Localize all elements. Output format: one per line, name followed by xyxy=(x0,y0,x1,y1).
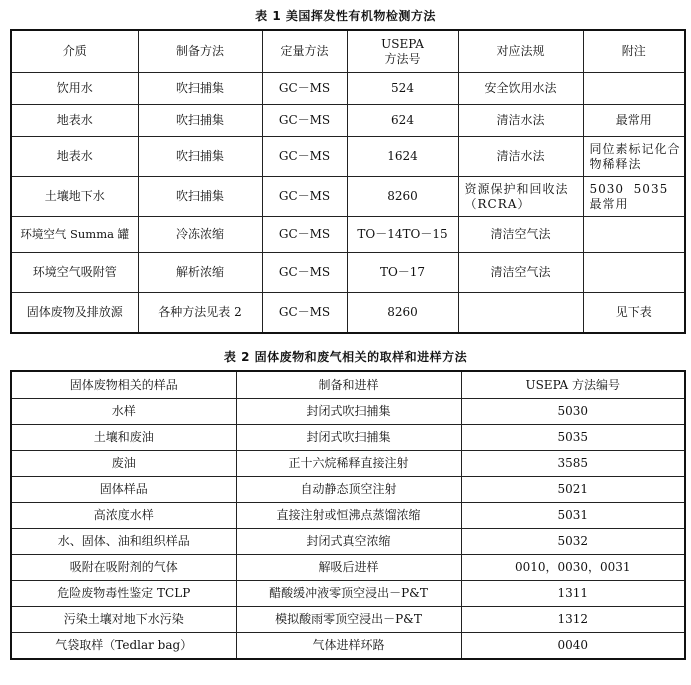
table-row xyxy=(11,529,685,555)
cell-medium: 环境空气吸附管 xyxy=(11,253,138,293)
header-prep-method: 制备方法 xyxy=(138,30,262,73)
table-row xyxy=(11,633,685,660)
cell-prep: 吹扫捕集 xyxy=(138,105,262,137)
header-sample: 固体废物相关的样品 xyxy=(11,371,236,399)
header-regulation: 对应法规 xyxy=(458,30,583,73)
table-row xyxy=(11,105,685,137)
cell-quant: GC－MS xyxy=(262,177,347,217)
cell-prep: 自动静态顶空注射 xyxy=(236,477,461,503)
table2-header-row xyxy=(11,371,685,399)
cell-notes xyxy=(583,253,685,293)
cell-medium: 地表水 xyxy=(11,137,138,177)
cell-sample: 污染土壤对地下水污染 xyxy=(11,607,236,633)
cell-usepa: 1624 xyxy=(347,137,458,177)
header-prep-injection: 制备和进样 xyxy=(236,371,461,399)
cell-regulation xyxy=(458,293,583,334)
header-usepa-number: USEPA 方法编号 xyxy=(461,371,685,399)
cell-quant: GC－MS xyxy=(262,217,347,253)
cell-usepa: 524 xyxy=(347,73,458,105)
cell-prep: 封闭式吹扫捕集 xyxy=(236,425,461,451)
header-quant-method: 定量方法 xyxy=(262,30,347,73)
cell-prep: 封闭式真空浓缩 xyxy=(236,529,461,555)
cell-usepa: 0010，0030，0031 xyxy=(461,555,685,581)
table2-caption: 表 2 固体废物和废气相关的取样和进样方法 xyxy=(223,350,468,364)
cell-usepa: 8260 xyxy=(347,177,458,217)
cell-usepa: 3585 xyxy=(461,451,685,477)
cell-usepa: 624 xyxy=(347,105,458,137)
cell-sample: 废油 xyxy=(11,451,236,477)
cell-usepa: 5031 xyxy=(461,503,685,529)
cell-regulation: 安全饮用水法 xyxy=(458,73,583,105)
table1-header-row xyxy=(11,30,685,73)
table-row xyxy=(11,607,685,633)
cell-usepa: 1311 xyxy=(461,581,685,607)
cell-quant: GC－MS xyxy=(262,293,347,334)
voc-methods-table xyxy=(10,29,686,334)
cell-regulation: 清洁空气法 xyxy=(458,217,583,253)
cell-sample: 水、固体、油和组织样品 xyxy=(11,529,236,555)
cell-notes: 见下表 xyxy=(583,293,685,334)
cell-prep: 封闭式吹扫捕集 xyxy=(236,399,461,425)
cell-prep: 气体进样环路 xyxy=(236,633,461,660)
table1-caption: 表 1 美国挥发性有机物检测方法 xyxy=(255,9,436,23)
cell-regulation: 清洁空气法 xyxy=(458,253,583,293)
table-row xyxy=(11,477,685,503)
cell-sample: 气袋取样（Tedlar bag） xyxy=(11,633,236,660)
table-row xyxy=(11,503,685,529)
cell-usepa: 5030 xyxy=(461,399,685,425)
table-row xyxy=(11,217,685,253)
cell-prep: 冷冻浓缩 xyxy=(138,217,262,253)
cell-sample: 固体样品 xyxy=(11,477,236,503)
cell-prep: 直接注射或恒沸点蒸馏浓缩 xyxy=(236,503,461,529)
cell-sample: 吸附在吸附剂的气体 xyxy=(11,555,236,581)
cell-prep: 吹扫捕集 xyxy=(138,73,262,105)
solid-waste-sampling-table xyxy=(10,370,686,660)
cell-usepa: 8260 xyxy=(347,293,458,334)
cell-prep: 解吸后进样 xyxy=(236,555,461,581)
cell-notes xyxy=(583,73,685,105)
cell-regulation: 清洁水法 xyxy=(458,105,583,137)
table-row xyxy=(11,73,685,105)
cell-usepa: 0040 xyxy=(461,633,685,660)
cell-sample: 土壤和废油 xyxy=(11,425,236,451)
cell-quant: GC－MS xyxy=(262,137,347,177)
cell-regulation: 资源保护和回收法（RCRA） xyxy=(458,177,583,217)
cell-prep: 正十六烷稀释直接注射 xyxy=(236,451,461,477)
cell-notes: 5030 5035 最常用 xyxy=(583,177,685,217)
cell-notes: 最常用 xyxy=(583,105,685,137)
table-row xyxy=(11,425,685,451)
cell-prep: 吹扫捕集 xyxy=(138,177,262,217)
cell-notes: 同位素标记化合物稀释法 xyxy=(583,137,685,177)
cell-prep: 解析浓缩 xyxy=(138,253,262,293)
cell-prep: 各种方法见表 2 xyxy=(138,293,262,334)
cell-usepa: 5021 xyxy=(461,477,685,503)
table-row xyxy=(11,177,685,217)
cell-medium: 地表水 xyxy=(11,105,138,137)
cell-medium: 土壤地下水 xyxy=(11,177,138,217)
cell-prep: 模拟酸雨零顶空浸出－P&T xyxy=(236,607,461,633)
table-row xyxy=(11,293,685,334)
table-row xyxy=(11,137,685,177)
cell-prep: 吹扫捕集 xyxy=(138,137,262,177)
cell-sample: 危险废物毒性鉴定 TCLP xyxy=(11,581,236,607)
cell-medium: 固体废物及排放源 xyxy=(11,293,138,334)
header-usepa-method: USEPA 方法号 xyxy=(347,30,458,73)
cell-quant: GC－MS xyxy=(262,73,347,105)
cell-quant: GC－MS xyxy=(262,253,347,293)
cell-usepa: TO－17 xyxy=(347,253,458,293)
table-row xyxy=(11,253,685,293)
cell-usepa: 5035 xyxy=(461,425,685,451)
header-notes: 附注 xyxy=(583,30,685,73)
table-row xyxy=(11,581,685,607)
cell-medium: 饮用水 xyxy=(11,73,138,105)
header-medium: 介质 xyxy=(11,30,138,73)
cell-regulation: 清洁水法 xyxy=(458,137,583,177)
cell-quant: GC－MS xyxy=(262,105,347,137)
cell-medium: 环境空气 Summa 罐 xyxy=(11,217,138,253)
table-row xyxy=(11,399,685,425)
cell-sample: 高浓度水样 xyxy=(11,503,236,529)
cell-notes xyxy=(583,217,685,253)
cell-prep: 醋酸缓冲液零顶空浸出－P&T xyxy=(236,581,461,607)
cell-usepa: TO－14TO－15 xyxy=(347,217,458,253)
cell-usepa: 1312 xyxy=(461,607,685,633)
cell-usepa: 5032 xyxy=(461,529,685,555)
table-row xyxy=(11,451,685,477)
cell-sample: 水样 xyxy=(11,399,236,425)
table-row xyxy=(11,555,685,581)
